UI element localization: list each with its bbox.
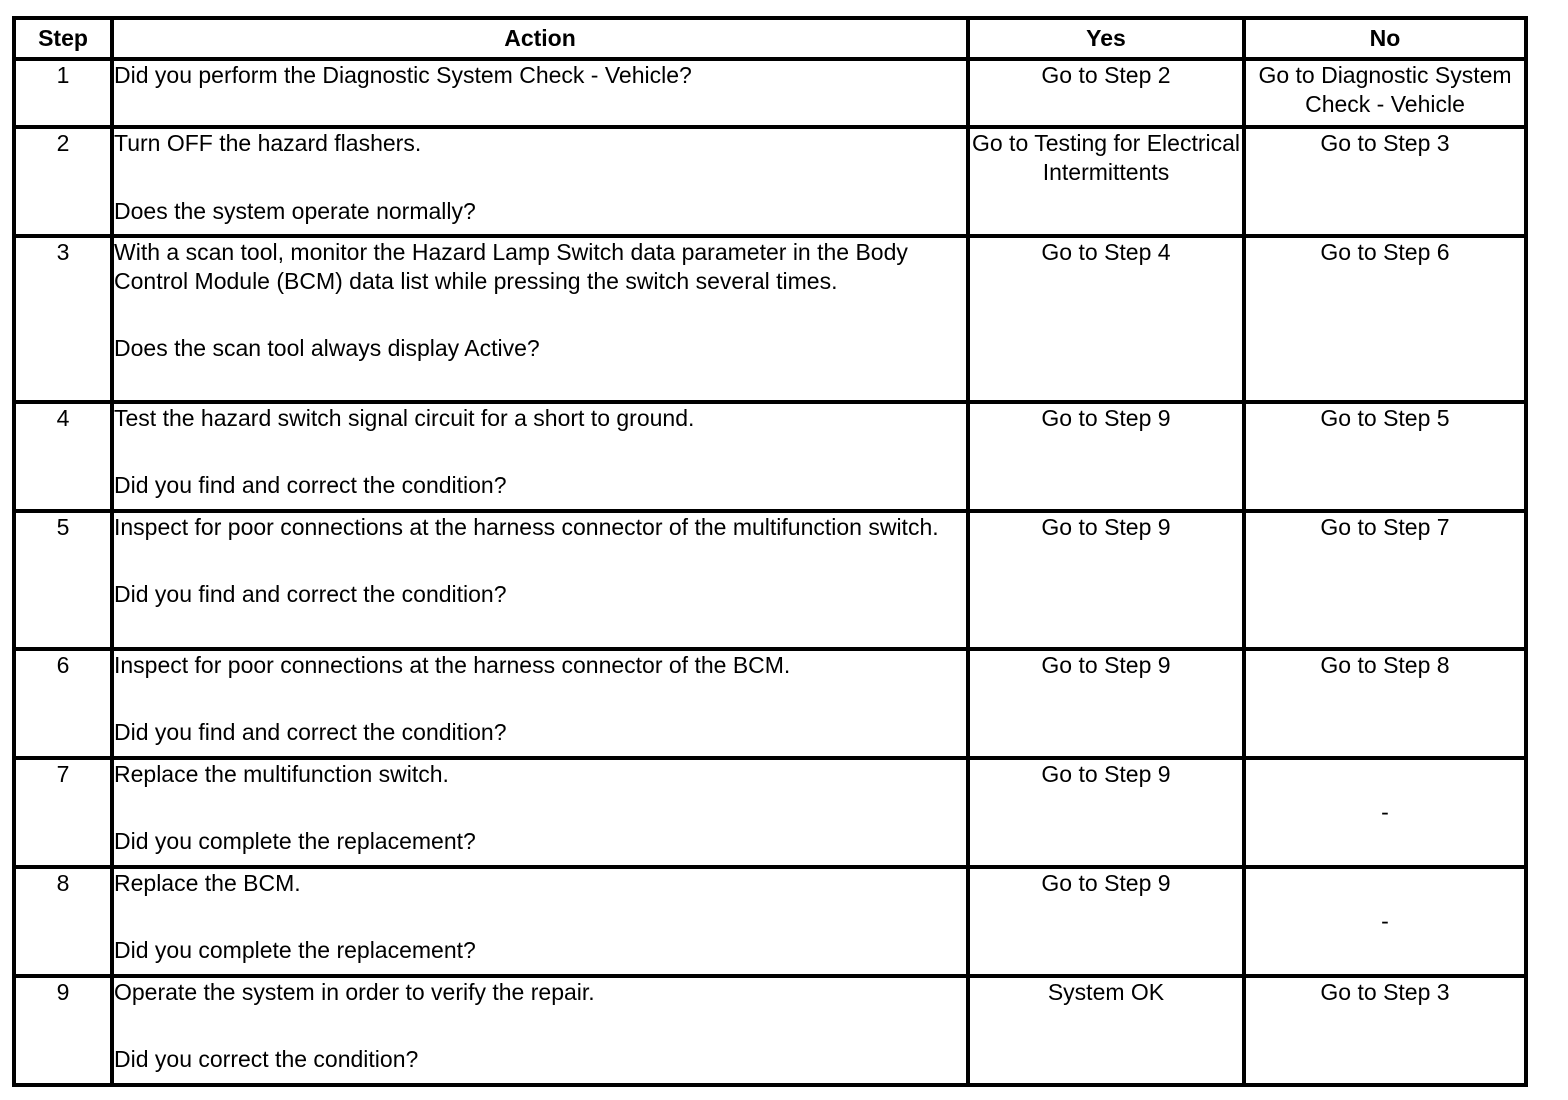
step-number: 4 bbox=[14, 402, 112, 511]
action-question: Did you find and correct the condition? bbox=[114, 472, 507, 498]
no-cell: Go to Step 6 bbox=[1244, 236, 1526, 402]
action-question: Did you complete the replacement? bbox=[114, 937, 476, 963]
table-row bbox=[14, 976, 1526, 1085]
action-instruction: Inspect for poor connections at the harness connector of the BCM. bbox=[114, 652, 791, 678]
column-header-no: No bbox=[1244, 18, 1526, 59]
no-cell: Go to Step 5 bbox=[1244, 402, 1526, 511]
step-number: 7 bbox=[14, 758, 112, 867]
step-number: 1 bbox=[14, 59, 112, 127]
table-row bbox=[14, 511, 1526, 649]
action-question: Did you find and correct the condition? bbox=[114, 719, 507, 745]
no-cell: Go to Step 3 bbox=[1244, 976, 1526, 1085]
no-cell: Go to Step 3 bbox=[1244, 127, 1526, 236]
yes-cell: System OK bbox=[968, 976, 1244, 1085]
action-instruction: With a scan tool, monitor the Hazard Lamp Switch data parameter in the Body Control Module (BCM) data list while pressing the switch several times. bbox=[114, 239, 908, 294]
table-row bbox=[14, 649, 1526, 758]
action-instruction: Replace the BCM. bbox=[114, 870, 301, 896]
column-header-yes: Yes bbox=[968, 18, 1244, 59]
no-cell: - bbox=[1244, 867, 1526, 976]
step-number: 8 bbox=[14, 867, 112, 976]
action-cell bbox=[112, 649, 968, 758]
step-number: 6 bbox=[14, 649, 112, 758]
action-instruction: Inspect for poor connections at the harness connector of the multifunction switch. bbox=[114, 514, 939, 540]
table-row bbox=[14, 867, 1526, 976]
yes-cell: Go to Step 9 bbox=[968, 511, 1244, 649]
table-row bbox=[14, 758, 1526, 867]
step-number: 5 bbox=[14, 511, 112, 649]
action-cell bbox=[112, 402, 968, 511]
step-number: 9 bbox=[14, 976, 112, 1085]
yes-cell: Go to Step 4 bbox=[968, 236, 1244, 402]
yes-cell: Go to Step 9 bbox=[968, 402, 1244, 511]
table-row bbox=[14, 59, 1526, 127]
table-row bbox=[14, 127, 1526, 236]
action-instruction: Turn OFF the hazard flashers. bbox=[114, 130, 422, 156]
no-cell: Go to Step 8 bbox=[1244, 649, 1526, 758]
action-cell bbox=[112, 758, 968, 867]
action-instruction: Operate the system in order to verify the repair. bbox=[114, 979, 595, 1005]
action-instruction: Did you perform the Diagnostic System Check - Vehicle? bbox=[114, 62, 692, 88]
column-header-step: Step bbox=[14, 18, 112, 59]
action-question: Did you complete the replacement? bbox=[114, 828, 476, 854]
no-cell: - bbox=[1244, 758, 1526, 867]
yes-cell: Go to Step 2 bbox=[968, 59, 1244, 127]
action-cell bbox=[112, 511, 968, 649]
yes-cell: Go to Testing for Electrical Intermittents bbox=[968, 127, 1244, 236]
action-cell bbox=[112, 236, 968, 402]
action-instruction: Replace the multifunction switch. bbox=[114, 761, 449, 787]
table-header-row bbox=[14, 18, 1526, 59]
action-cell bbox=[112, 976, 968, 1085]
action-question: Did you find and correct the condition? bbox=[114, 581, 507, 607]
table-row bbox=[14, 236, 1526, 402]
yes-cell: Go to Step 9 bbox=[968, 649, 1244, 758]
table-row bbox=[14, 402, 1526, 511]
no-cell: Go to Step 7 bbox=[1244, 511, 1526, 649]
action-question: Does the scan tool always display Active? bbox=[114, 335, 540, 361]
action-cell bbox=[112, 867, 968, 976]
column-header-action: Action bbox=[112, 18, 968, 59]
step-number: 2 bbox=[14, 127, 112, 236]
diagnostic-table bbox=[12, 16, 1528, 1087]
action-question: Did you correct the condition? bbox=[114, 1046, 419, 1072]
step-number: 3 bbox=[14, 236, 112, 402]
action-cell bbox=[112, 127, 968, 236]
action-cell bbox=[112, 59, 968, 127]
action-instruction: Test the hazard switch signal circuit for a short to ground. bbox=[114, 405, 695, 431]
no-cell: Go to Diagnostic System Check - Vehicle bbox=[1244, 59, 1526, 127]
action-question: Does the system operate normally? bbox=[114, 198, 476, 224]
yes-cell: Go to Step 9 bbox=[968, 867, 1244, 976]
yes-cell: Go to Step 9 bbox=[968, 758, 1244, 867]
